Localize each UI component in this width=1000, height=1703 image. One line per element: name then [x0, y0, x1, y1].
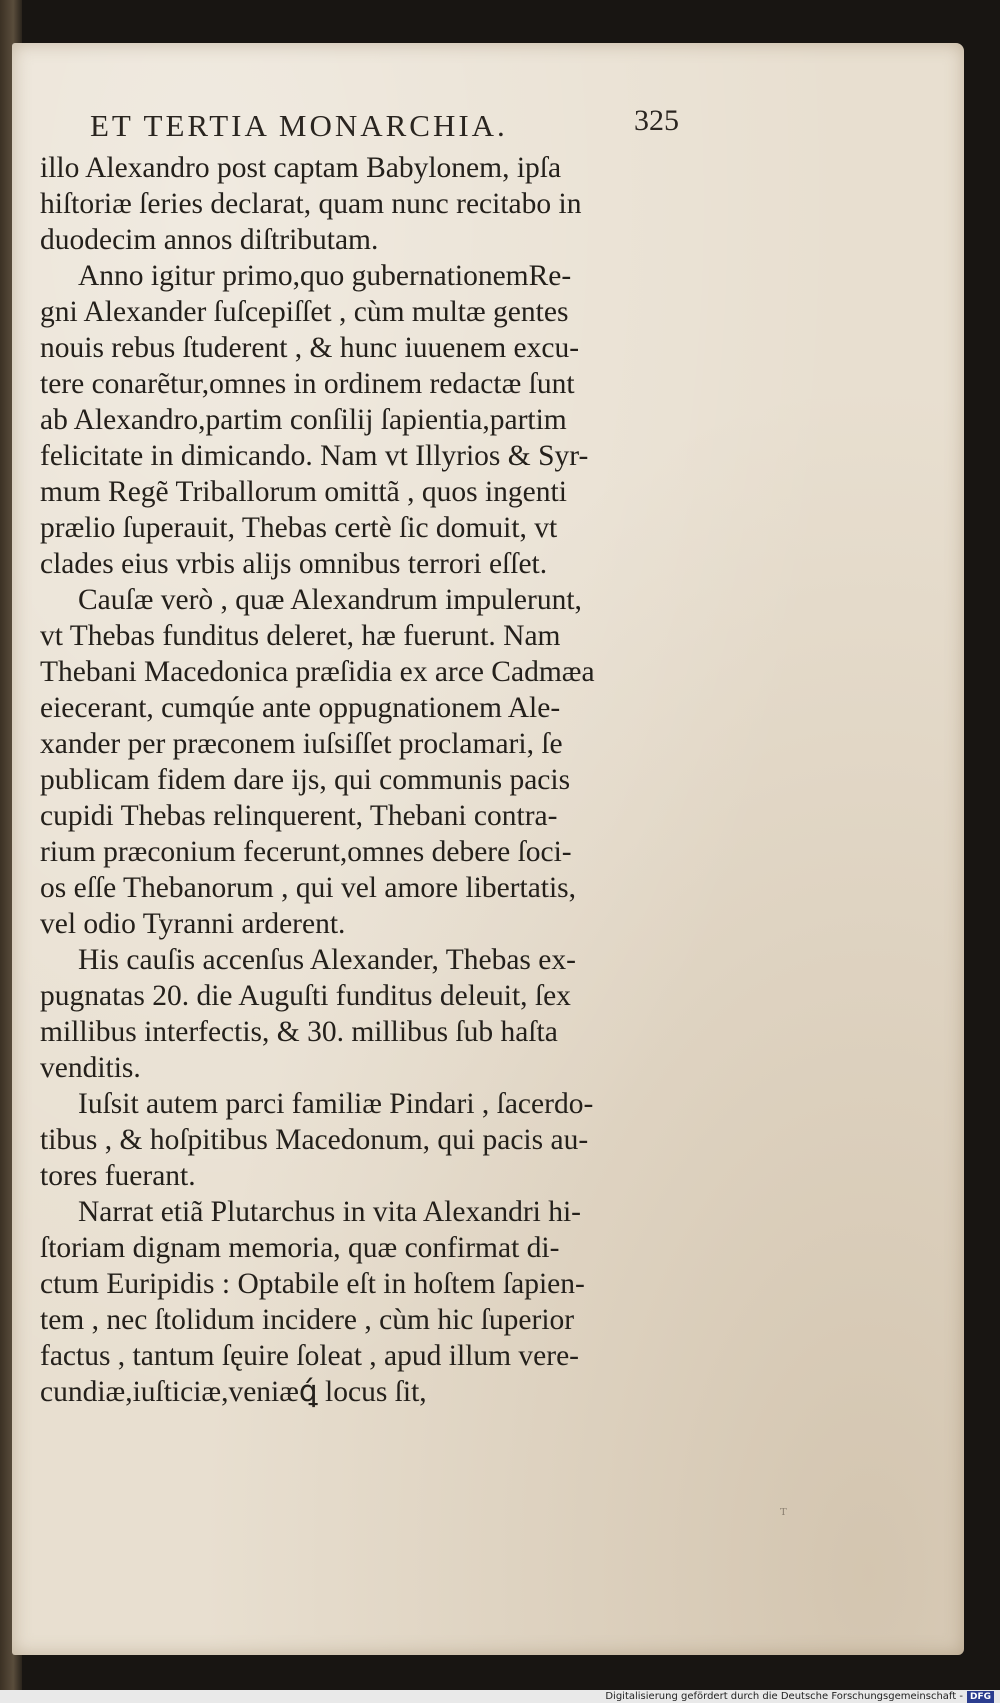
- text-line: vel odio Tyranni arderent.: [40, 908, 346, 940]
- text-line: millibus interfectis, & 30. millibus ſub haſta: [40, 1016, 558, 1048]
- text-line: duodecim annos diſtributam.: [40, 224, 379, 256]
- digitization-credit-bar: [0, 1690, 1000, 1703]
- text-line: tere conarẽtur,omnes in ordinem redactæ ſunt: [40, 368, 575, 400]
- dfg-logo: DFG: [967, 1691, 994, 1703]
- text-line: Anno igitur primo,quo gubernationemRe-: [78, 260, 572, 292]
- text-line: hiſtoriæ ſeries declarat, quam nunc recitabo in: [40, 188, 582, 220]
- text-line: cundiæ,iuſticiæ,veniæꝗ́ locus ſit,: [40, 1376, 427, 1408]
- page-number: 325: [634, 104, 679, 137]
- text-line: factus , tantum ſęuire ſoleat , apud illum vere-: [40, 1340, 580, 1372]
- text-line: Narrat etiã Plutarchus in vita Alexandri hi-: [78, 1196, 581, 1228]
- text-line: eiecerant, cumqúe ante oppugnationem Ale-: [40, 692, 561, 724]
- text-line: vt Thebas funditus deleret, hæ fuerunt. Nam: [40, 620, 561, 652]
- text-line: felicitate in dimicando. Nam vt Illyrios & Syr-: [40, 440, 589, 472]
- text-line: mum Regẽ Triballorum omittã , quos ingenti: [40, 476, 567, 508]
- text-line: Thebani Macedonica præſidia ex arce Cadmæa: [40, 656, 595, 688]
- text-line: ab Alexandro,partim conſilij ſapientia,partim: [40, 404, 567, 436]
- text-line: os eſſe Thebanorum , qui vel amore libertatis,: [40, 872, 577, 904]
- text-line: tores fuerant.: [40, 1160, 196, 1192]
- text-line: prælio ſuperauit, Thebas certè ſic domuit, vt: [40, 512, 558, 544]
- page-text: [40, 150, 690, 1410]
- text-line: ſtoriam dignam memoria, quæ confirmat di-: [40, 1232, 560, 1264]
- text-line: His cauſis accenſus Alexander, Thebas ex-: [78, 944, 576, 976]
- text-line: venditis.: [40, 1052, 141, 1084]
- text-line: illo Alexandro post captam Babylonem, ipſa: [40, 152, 562, 184]
- text-line: gni Alexander ſuſcepiſſet , cùm multæ gentes: [40, 296, 569, 328]
- credit-text: Digitalisierung gefördert durch die Deutsche Forschungsgemeinschaft -: [605, 1691, 963, 1702]
- text-line: Cauſæ verò , quæ Alexandrum impulerunt,: [78, 584, 582, 616]
- text-line: publicam fidem dare ijs, qui communis pacis: [40, 764, 571, 796]
- running-title: ET TERTIA MONARCHIA.: [90, 108, 508, 143]
- text-line: clades eius vrbis alijs omnibus terrori eſſet.: [40, 548, 548, 580]
- text-line: nouis rebus ſtuderent , & hunc iuuenem excu-: [40, 332, 580, 364]
- text-line: xander per præconem iuſsiſſet proclamari, ſe: [40, 728, 563, 760]
- text-line: rium præconium fecerunt,omnes debere ſoci-: [40, 836, 572, 868]
- text-line: tem , nec ſtolidum incidere , cùm hic ſuperior: [40, 1304, 575, 1336]
- text-line: Iuſsit autem parci familiæ Pindari , ſacerdo-: [78, 1088, 594, 1120]
- text-line: pugnatas 20. die Auguſti funditus deleuit, ſex: [40, 980, 571, 1012]
- text-line: tibus , & hoſpitibus Macedonum, qui pacis au-: [40, 1124, 589, 1156]
- text-line: ctum Euripidis : Optabile eſt in hoſtem ſapien-: [40, 1268, 585, 1300]
- paper-speck: ᵀ: [780, 1505, 787, 1524]
- text-line: cupidi Thebas relinquerent, Thebani contra-: [40, 800, 558, 832]
